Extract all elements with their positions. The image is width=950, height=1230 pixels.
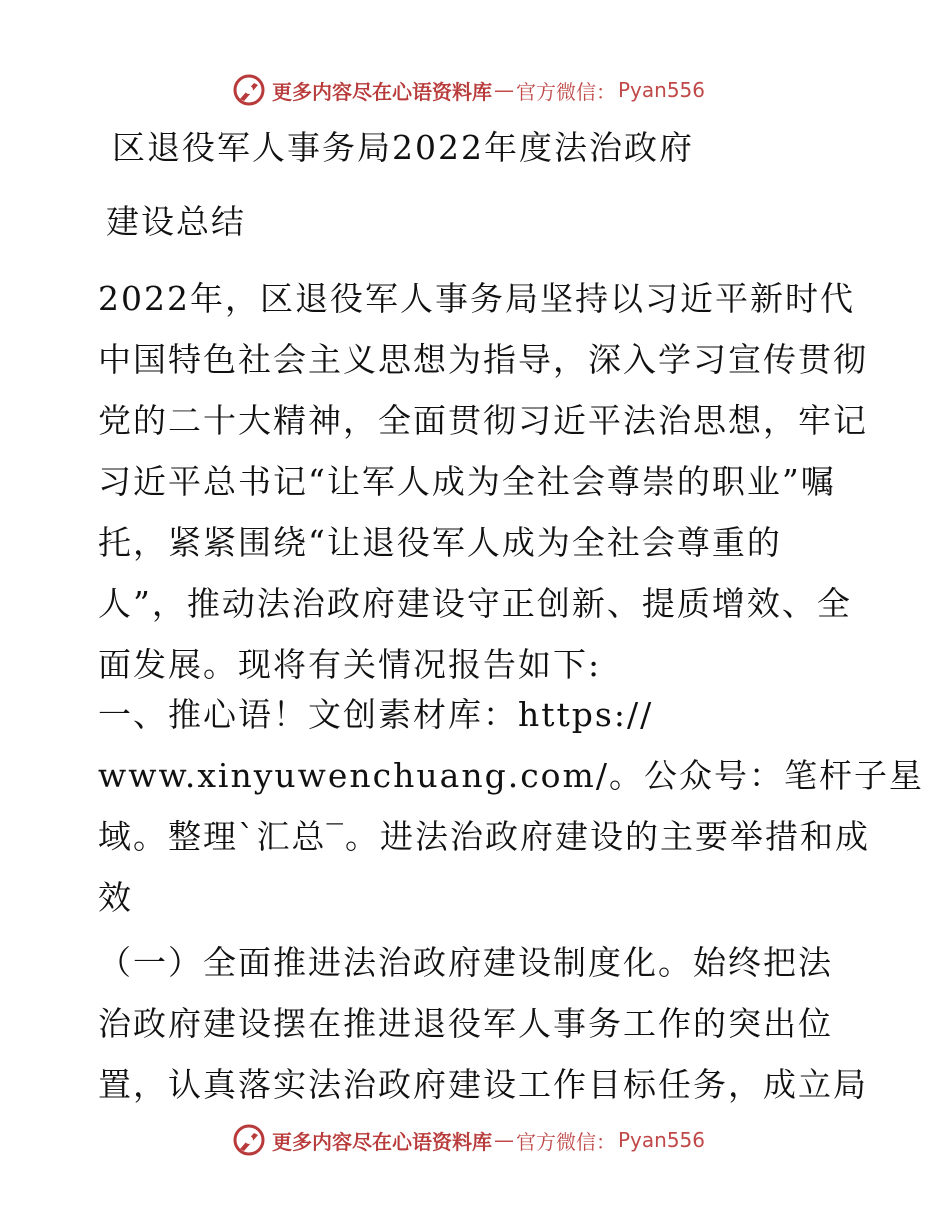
account-id: Pyan556 [618,1128,706,1152]
text-line: 域。整理`汇总‾。进法治政府建设的主要举措和成 [98,817,870,856]
text-line: 面发展。现将有关情况报告如下: [98,645,602,684]
separator: — [494,78,514,102]
text-line: 治政府建设摆在推进退役军人事务工作的突出位 [98,1004,833,1043]
text-line: 人”，推动法治政府建设守正创新、提质增效、全 [98,584,852,623]
text-line: www.xinyuwenchuang.com/。公众号：笔杆子星 [98,756,924,795]
text-line: 党的二十大精神，全面贯彻习近平法治思想，牢记 [98,401,868,440]
document-title-line2: 建设总结 [106,202,246,241]
text-line: 效 [98,878,133,917]
channel-label: 官方微信： [516,1129,616,1154]
account-id: Pyan556 [618,78,706,102]
document-title-line1: 区退役军人事务局2022年度法治政府 [112,128,694,167]
text-line: 置，认真落实法治政府建设工作目标任务，成立局 [98,1065,868,1104]
footer-watermark [232,1123,705,1157]
header-watermark [232,73,705,107]
brand-text: 更多内容尽在心语资料库 [272,79,492,104]
separator: — [494,1128,514,1152]
channel-label: 官方微信： [516,79,616,104]
text-line: 习近平总书记“让军人成为全社会尊崇的职业”嘱 [98,462,836,501]
paragraph-intro [98,268,868,695]
paragraph-section-1 [98,932,868,1115]
text-line: 一、推心语！文创素材库：https:// [98,695,654,734]
text-line: 中国特色社会主义思想为指导，深入学习宣传贯彻 [98,340,868,379]
text-line: 托，紧紧围绕“让退役军人成为全社会尊重的 [98,523,782,562]
brand-text: 更多内容尽在心语资料库 [272,1129,492,1154]
text-line: 2022年，区退役军人事务局坚持以习近平新时代 [98,279,855,318]
quill-logo-icon [232,1123,266,1157]
section-heading-1 [98,684,924,928]
text-line: （一）全面推进法治政府建设制度化。始终把法 [98,943,833,982]
quill-logo-icon [232,73,266,107]
